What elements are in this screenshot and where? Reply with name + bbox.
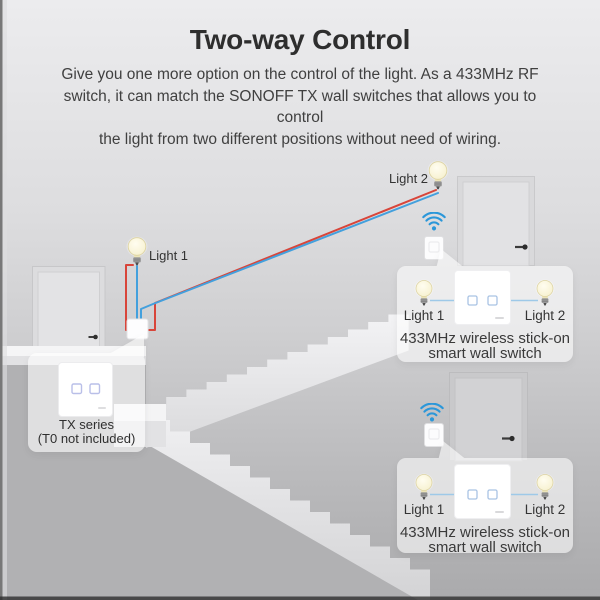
wall-edge-highlight [3, 0, 8, 600]
callout-top-caption-line1: 433MHz wireless stick-on [399, 330, 571, 347]
tx-card-title: TX series [59, 417, 114, 432]
callout-top-light1-label: Light 1 [403, 308, 445, 323]
callout-bottom-caption-line1: 433MHz wireless stick-on [399, 524, 571, 541]
page-title: Two-way Control [189, 24, 411, 55]
door-top-right [458, 177, 535, 267]
touch-key-right [488, 490, 497, 499]
callout-top-light2-label: Light 2 [524, 308, 566, 323]
junction-switch-box [127, 319, 148, 339]
tx-card-subtitle: (T0 not included) [37, 431, 136, 446]
description-line: Give you one more option on the control of the light. As a 433MHz RF [61, 66, 539, 83]
touch-key-left [468, 490, 477, 499]
description [40, 64, 560, 150]
wall-switch-icon [455, 271, 511, 325]
light2-label: Light 2 [389, 171, 429, 186]
floor-line-bottom [0, 597, 600, 600]
description-line: switch, it can match the SONOFF TX wall switches that allows you to control [63, 87, 537, 126]
callout-bottom-caption-line2: smart wall switch [428, 539, 542, 556]
wall-switch-icon [455, 465, 511, 519]
tx-wall-switch-icon [59, 363, 113, 417]
callout-bottom-light2-label: Light 2 [524, 502, 566, 517]
touch-key-left [468, 296, 477, 305]
door-left [33, 267, 106, 359]
wall-edge-left [0, 0, 3, 600]
light1-label: Light 1 [149, 248, 189, 263]
rf-remote-switch-bottom [425, 424, 444, 447]
touch-key-right [488, 296, 497, 305]
door-bottom-right [450, 373, 528, 462]
description-line: the light from two different positions without need of wiring. [98, 130, 502, 148]
callout-bottom-light1-label: Light 1 [403, 502, 445, 517]
callout-top-caption-line2: smart wall switch [428, 345, 542, 362]
